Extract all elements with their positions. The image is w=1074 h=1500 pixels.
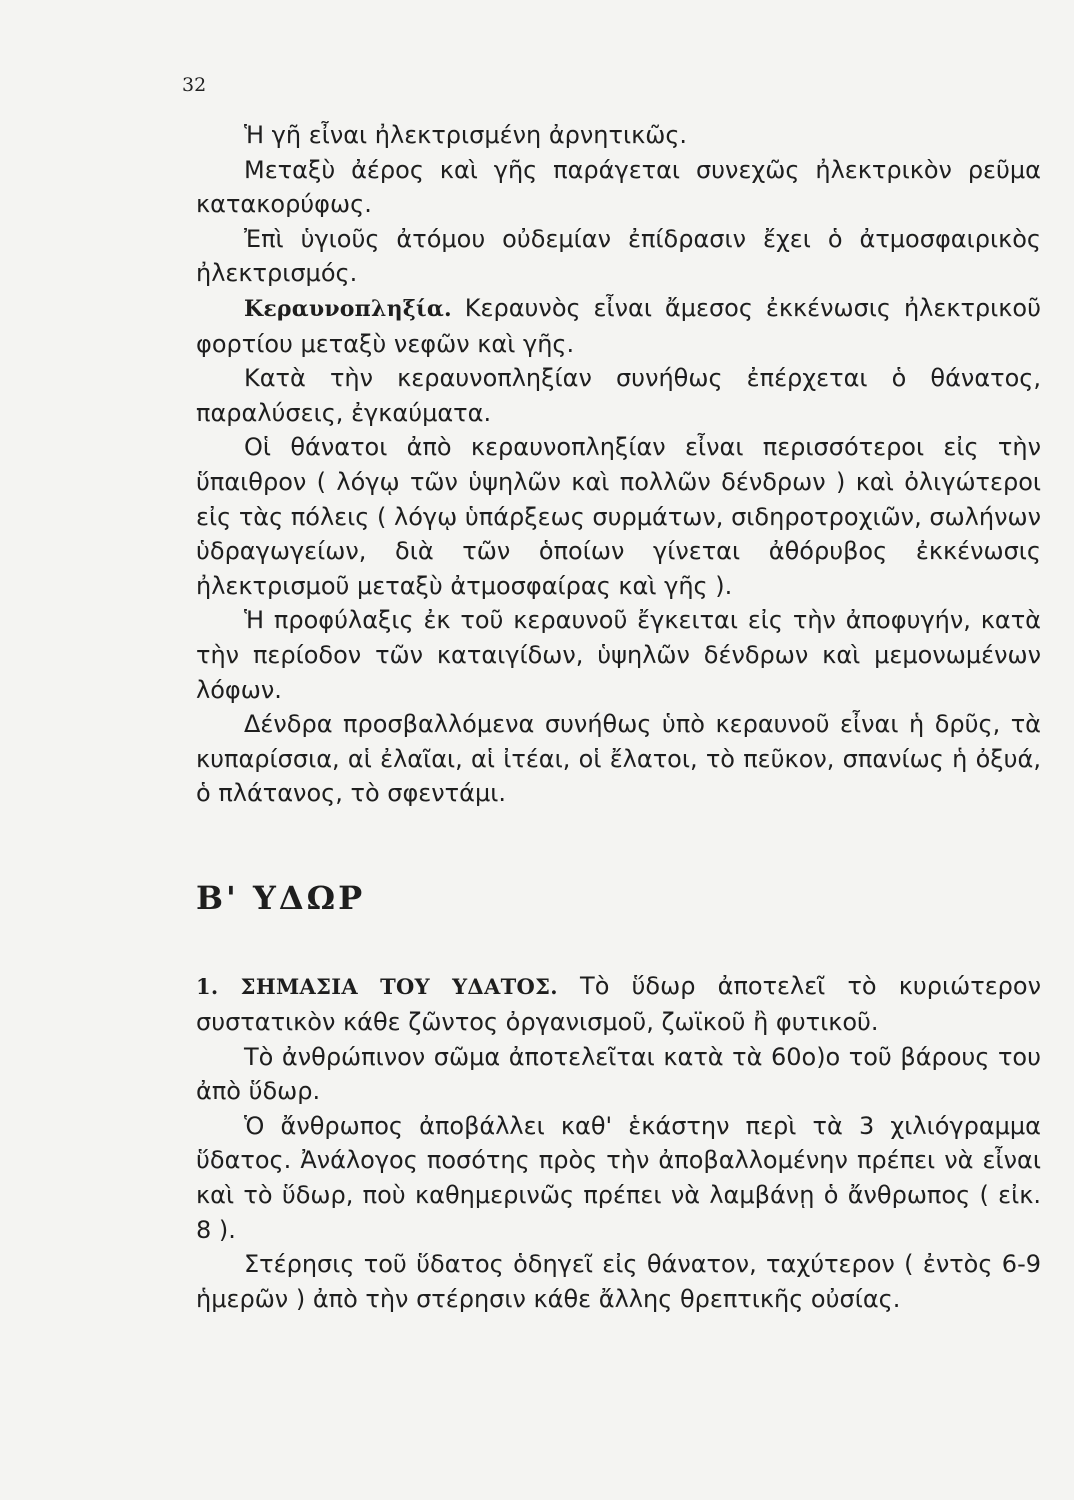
paragraph-body-water: Τὸ ἀνθρώπινον σῶμα ἀποτελεῖται κατὰ τὰ 60ο)ο τοῦ βάρους του ἀπὸ ὕδωρ. [196,1042,1041,1106]
paragraph-air-ground-current: Μεταξὺ ἀέρος καὶ γῆς παράγεται συνεχῶς ἠλεκτρικὸν ρεῦμα κατακορύφως. [196,155,1041,219]
paragraph-strike-effects: Κατὰ τὴν κεραυνοπληξίαν συνήθως ἐπέρχεται ὁ θάνατος, παραλύσεις, ἐγκαύματα. [196,364,1041,427]
section-heading-water: Β' ΥΔΩΡ [196,878,366,917]
paragraph-water-importance-text: Τὸ ὕδωρ ἀποτελεῖ τὸ κυριώτερον συστατικὸν κάθε ζῶντος ὀργανισμοῦ, ζωϊκοῦ ἢ φυτικοῦ. [196,972,1041,1037]
paragraph-water-deprivation: Στέρησις τοῦ ὕδατος ὁδηγεῖ εἰς θάνατον, ταχύτερον ( ἐντὸς 6-9 ἡμερῶν ) ἀπὸ τὴν στέρησιν κάθε ἄλλης θρεπτικῆς οὐσίας. [196,1250,1041,1313]
paragraph-earth-charge: Ἡ γῆ εἶναι ἠλεκτρισμένη ἀρνητικῶς. [244,121,688,149]
paragraph-trees-struck: Δένδρα προσβαλλόμενα συνήθως ὑπὸ κεραυνοῦ εἶναι ἡ δρῦς, τὰ κυπαρίσσια, αἱ ἐλαῖαι, αἱ ἰτέαι, οἱ ἔλατοι, τὸ πεῦκον, σπανίως ἡ ὀξυά, ὁ πλάτανος, τὸ σφεντάμι. [196,710,1041,808]
paragraph-water-importance [196,969,1041,1039]
paragraph-daily-water: Ὁ ἄνθρωπος ἀποβάλλει καθ' ἑκάστην περὶ τὰ 3 χιλιόγραμμα ὕδατος. Ἀνάλογος ποσότης πρὸς τὴν ἀποβαλλομένην πρέπει νὰ εἶναι καὶ τὸ ὕδωρ, ποὺ καθημερινῶς πρέπει νὰ λαμβάνῃ ὁ ἄνθρωπος ( εἰκ. 8 ). [196,1111,1041,1244]
paragraph-protection: Ἡ προφύλαξις ἐκ τοῦ κεραυνοῦ ἔγκειται εἰς τὴν ἀποφυγήν, κατὰ τὴν περίοδον τῶν καταιγίδων, ὑψηλῶν δένδρων καὶ μεμονωμένων λόφων. [196,606,1041,704]
subsection-heading-water-importance: 1. ΣΗΜΑΣΙΑ ΤΟΥ ΥΔΑΤΟΣ. [196,974,558,1000]
paragraph-lightning-strike-text: Κεραυνὸς εἶναι ἄμεσος ἐκκένωσις ἠλεκτρικοῦ φορτίου μεταξὺ νεφῶν καὶ γῆς. [196,293,1041,358]
paragraph-deaths-countryside: Οἱ θάνατοι ἀπὸ κεραυνοπληξίαν εἶναι περισσότεροι εἰς τὴν ὕπαιθρον ( λόγῳ τῶν ὑψηλῶν καὶ πολλῶν δένδρων ) καὶ ὀλιγώτεροι εἰς τὰς πόλεις ( λόγῳ ὑπάρξεως συρμάτων, σιδηροτροχιῶν, σωλήνων ὑδραγωγείων, διὰ τῶν ὁποίων γίνεται ἀθόρυβος ἐκκένωσις ἠλεκτρισμοῦ μεταξὺ ἀτμοσφαίρας καὶ γῆς ). [196,433,1041,600]
page-body [196,118,1041,1316]
runin-term-lightning-strike: Κεραυνοπληξία. [244,295,452,322]
paragraph-healthy-person: Ἐπὶ ὑγιοῦς ἀτόμου οὐδεμίαν ἐπίδρασιν ἔχει ὁ ἀτμοσφαιρικὸς ἠλεκτρισμός. [196,224,1041,288]
page-number: 32 [182,74,207,96]
paragraph-lightning-strike [196,291,1041,361]
